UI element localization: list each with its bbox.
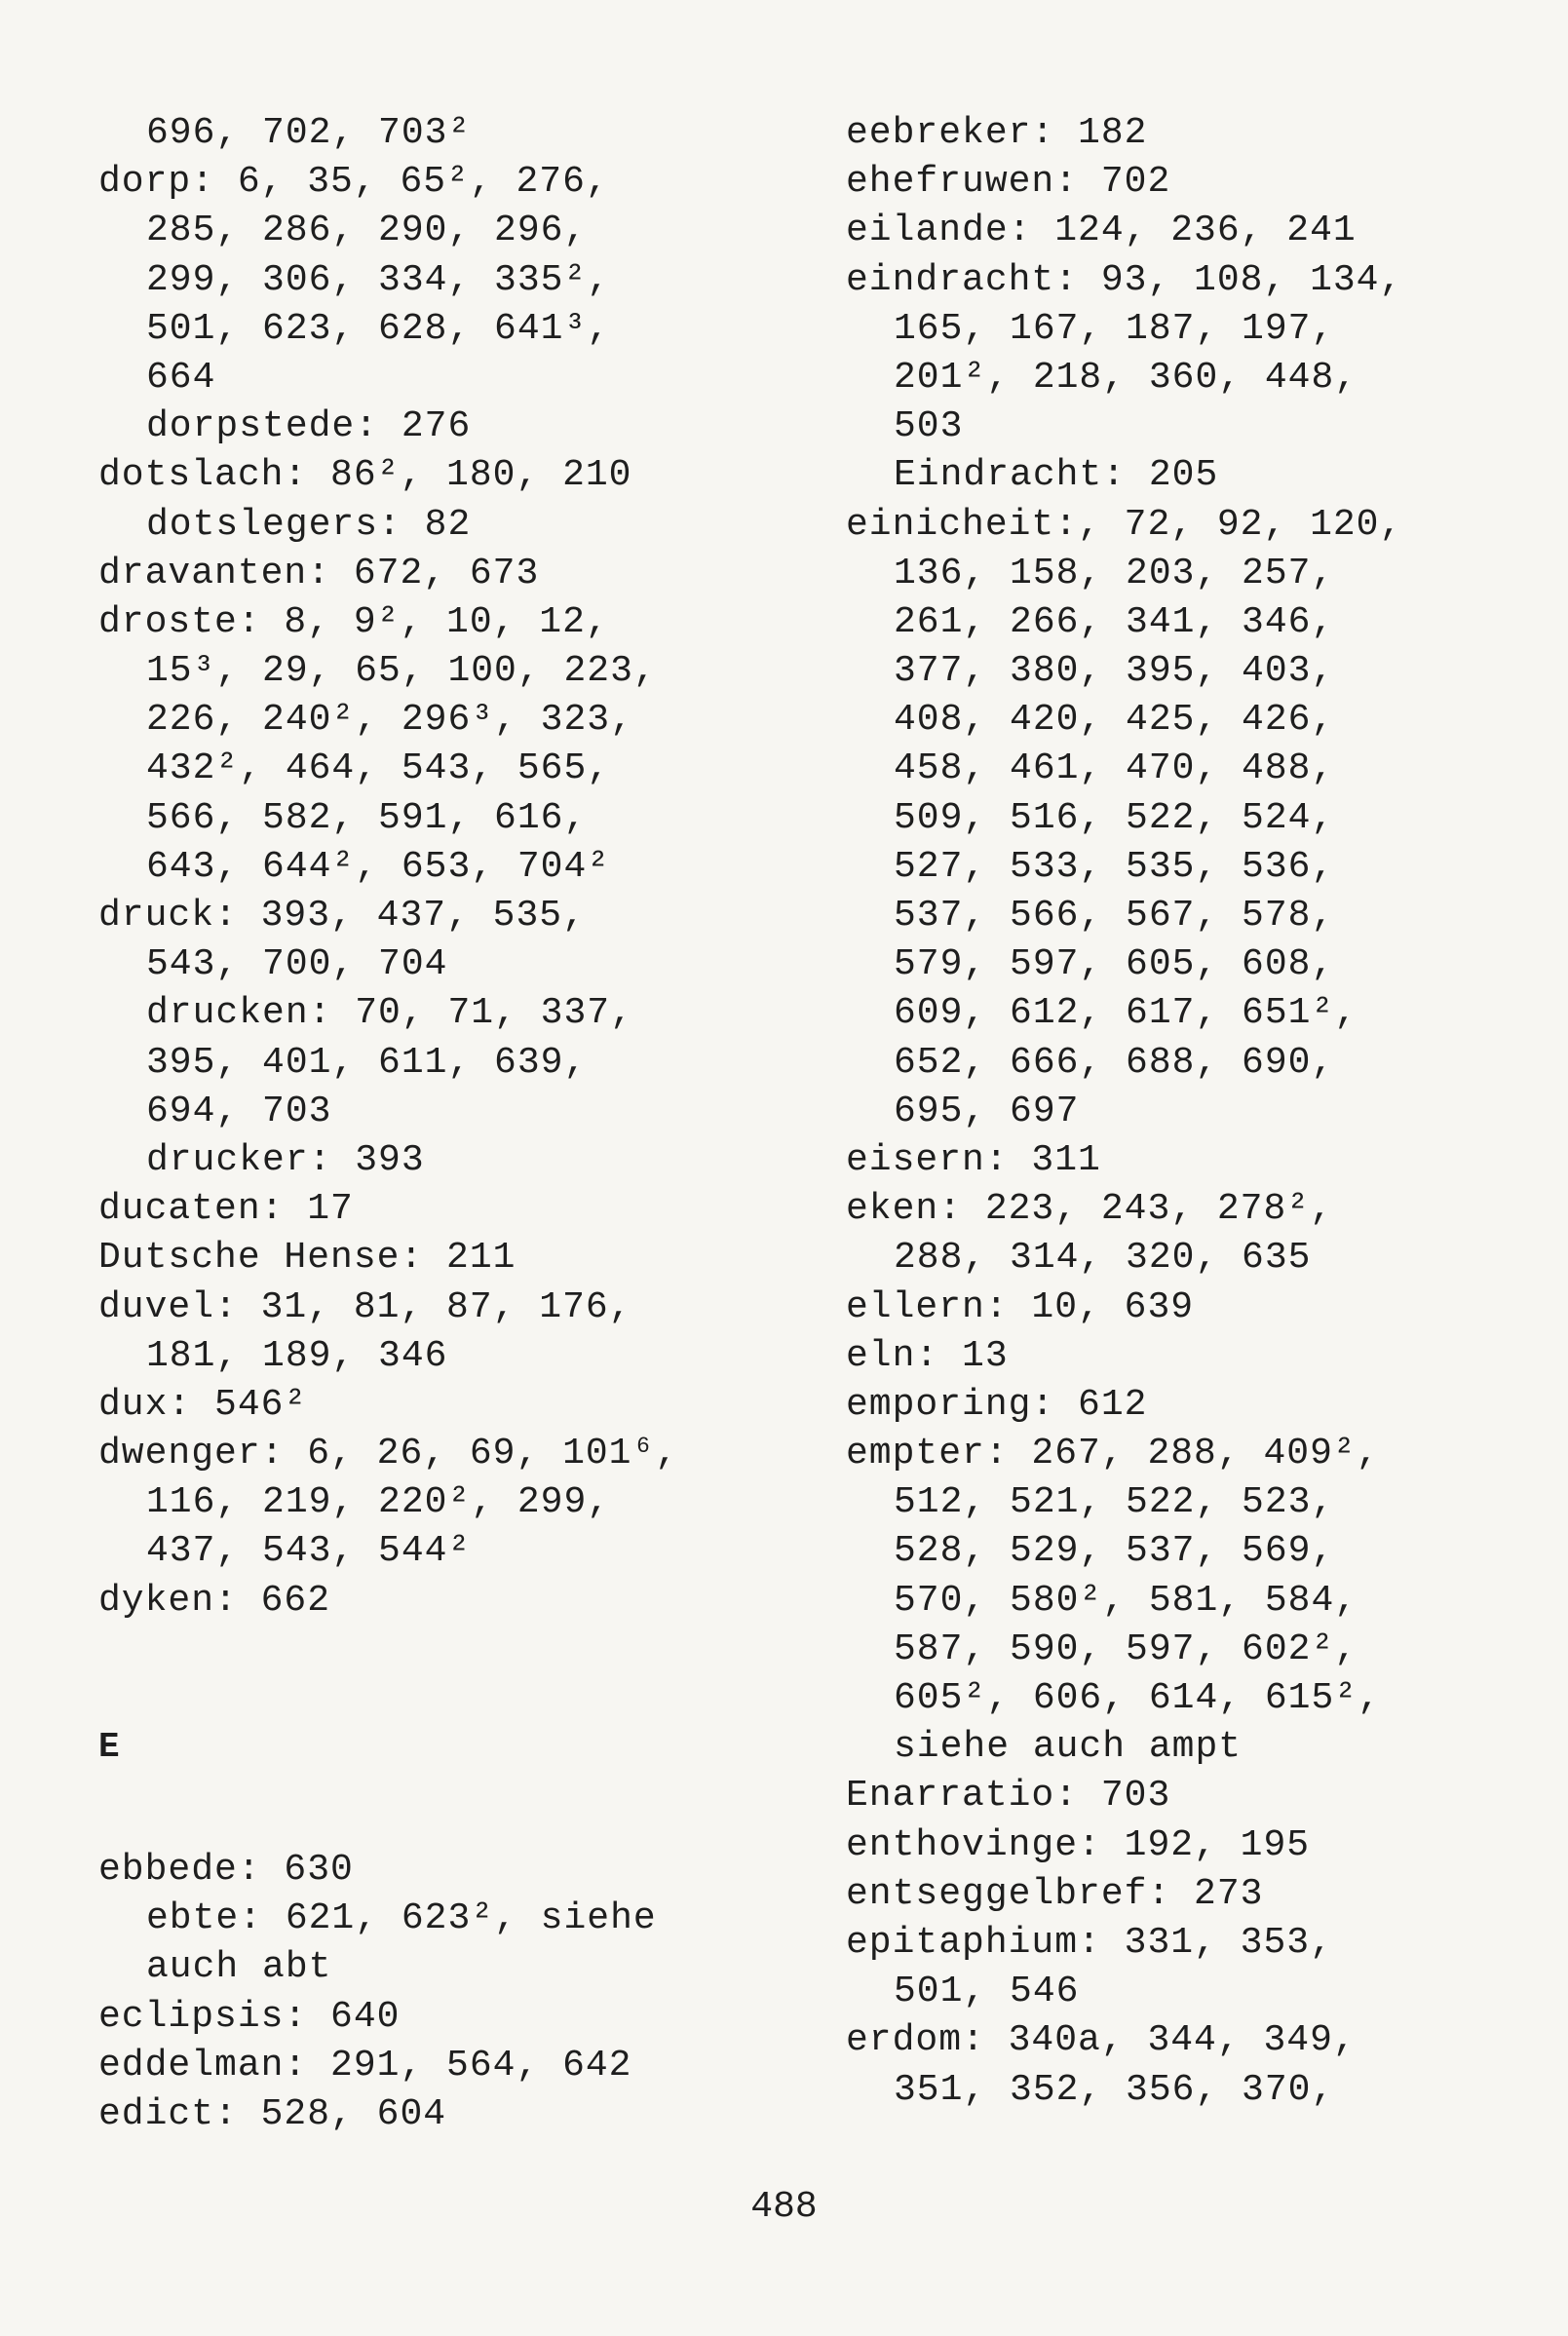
index-line: 501, 623, 628, 641³,	[146, 307, 611, 350]
index-line: 285, 286, 290, 296,	[146, 210, 588, 252]
index-line: 537, 566, 567, 578,	[894, 895, 1335, 937]
index-line: 528, 529, 537, 569,	[894, 1530, 1335, 1573]
index-entry: eebreker: 182	[846, 112, 1148, 154]
index-line: 377, 380, 395, 403,	[894, 650, 1335, 693]
index-entry: ducaten: 17	[98, 1188, 354, 1231]
index-entry: enthovinge: 192, 195	[846, 1823, 1311, 1866]
index-subentry: ebte: 621, 623², siehe	[146, 1897, 657, 1940]
page-number: 488	[750, 2186, 818, 2228]
left-column	[98, 109, 781, 2139]
index-line: 261, 266, 341, 346,	[894, 600, 1335, 643]
section-gap	[98, 1772, 781, 1846]
index-entry: dyken: 662	[98, 1579, 331, 1622]
index-line: 408, 420, 425, 426,	[894, 699, 1335, 742]
section-gap	[98, 1626, 781, 1723]
index-entry: eilande: 124, 236, 241	[846, 210, 1357, 252]
index-line: siehe auch ampt	[894, 1726, 1243, 1769]
index-entry: entseggelbref: 273	[846, 1872, 1264, 1915]
index-entry: Enarratio: 703	[846, 1775, 1171, 1818]
index-line: 299, 306, 334, 335²,	[146, 258, 611, 301]
index-line: 652, 666, 688, 690,	[894, 1041, 1335, 1084]
index-line: 609, 612, 617, 651²,	[894, 992, 1358, 1035]
index-subentry: Eindracht: 205	[894, 454, 1219, 497]
index-line: 503	[894, 405, 964, 448]
index-line: 136, 158, 203, 257,	[894, 552, 1335, 594]
index-line: 432², 464, 543, 565,	[146, 747, 611, 790]
index-line: 165, 167, 187, 197,	[894, 307, 1335, 350]
index-line: 643, 644², 653, 704²	[146, 845, 611, 888]
index-entry: eln: 13	[846, 1334, 1009, 1377]
index-entry: ellern: 10, 639	[846, 1285, 1195, 1328]
index-line: 395, 401, 611, 639,	[146, 1041, 588, 1084]
index-entry: edict: 528, 604	[98, 2092, 447, 2135]
index-entry: emporing: 612	[846, 1383, 1148, 1426]
index-line: 664	[146, 356, 216, 399]
index-line: 201², 218, 360, 448,	[894, 356, 1358, 399]
index-entry: ehefruwen: 702	[846, 161, 1171, 204]
index-entry: dorp: 6, 35, 65², 276,	[98, 161, 609, 204]
index-line: 605², 606, 614, 615²,	[894, 1677, 1381, 1719]
index-line: 696, 702, 703²	[146, 112, 472, 154]
right-column	[846, 109, 1528, 2115]
index-entry: dravanten: 672, 673	[98, 552, 540, 594]
index-entry: eisern: 311	[846, 1138, 1101, 1181]
index-line: 527, 533, 535, 536,	[894, 845, 1335, 888]
index-line: 15³, 29, 65, 100, 223,	[146, 650, 657, 693]
index-entry: eclipsis: 640	[98, 1995, 401, 2038]
index-line: 509, 516, 522, 524,	[894, 796, 1335, 839]
index-entry: erdom: 340a, 344, 349,	[846, 2019, 1357, 2062]
index-line: 512, 521, 522, 523,	[894, 1481, 1335, 1524]
index-line: 288, 314, 320, 635	[894, 1237, 1312, 1280]
index-line: 566, 582, 591, 616,	[146, 796, 588, 839]
index-line: 437, 543, 544²	[146, 1530, 472, 1573]
index-entry: dwenger: 6, 26, 69, 101⁶,	[98, 1433, 679, 1475]
index-entry: Dutsche Hense: 211	[98, 1237, 516, 1280]
index-entry: dux: 546²	[98, 1383, 308, 1426]
index-line: 543, 700, 704	[146, 943, 448, 986]
index-line: 226, 240², 296³, 323,	[146, 699, 633, 742]
index-entry: druck: 393, 437, 535,	[98, 895, 586, 937]
index-subentry: auch abt	[146, 1946, 332, 1989]
index-entry: eindracht: 93, 108, 134,	[846, 258, 1403, 301]
index-line: 458, 461, 470, 488,	[894, 747, 1335, 790]
index-entry: duvel: 31, 81, 87, 176,	[98, 1285, 632, 1328]
index-entry: eken: 223, 243, 278²,	[846, 1188, 1333, 1231]
index-subentry: dotslegers: 82	[146, 503, 472, 546]
index-line: 351, 352, 356, 370,	[894, 2068, 1335, 2111]
index-entry: droste: 8, 9², 10, 12,	[98, 600, 609, 643]
index-line: 570, 580², 581, 584,	[894, 1579, 1358, 1622]
index-entry: epitaphium: 331, 353,	[846, 1921, 1333, 1964]
index-entry: ebbede: 630	[98, 1849, 354, 1891]
index-subentry: drucken: 70, 71, 337,	[146, 992, 633, 1035]
index-subentry: dorpstede: 276	[146, 405, 472, 448]
index-entry: empter: 267, 288, 409²,	[846, 1433, 1380, 1475]
index-subentry: drucker: 393	[146, 1138, 425, 1181]
index-line: 579, 597, 605, 608,	[894, 943, 1335, 986]
index-line: 695, 697	[894, 1090, 1080, 1132]
index-entry: einicheit:, 72, 92, 120,	[846, 503, 1403, 546]
index-line: 116, 219, 220², 299,	[146, 1481, 611, 1524]
section-letter-heading: E	[98, 1726, 121, 1767]
index-line: 501, 546	[894, 1971, 1080, 2013]
index-line: 181, 189, 346	[146, 1334, 448, 1377]
index-entry: eddelman: 291, 564, 642	[98, 2044, 632, 2087]
index-line: 587, 590, 597, 602²,	[894, 1628, 1358, 1670]
index-entry: dotslach: 86², 180, 210	[98, 454, 632, 497]
index-line: 694, 703	[146, 1090, 332, 1132]
